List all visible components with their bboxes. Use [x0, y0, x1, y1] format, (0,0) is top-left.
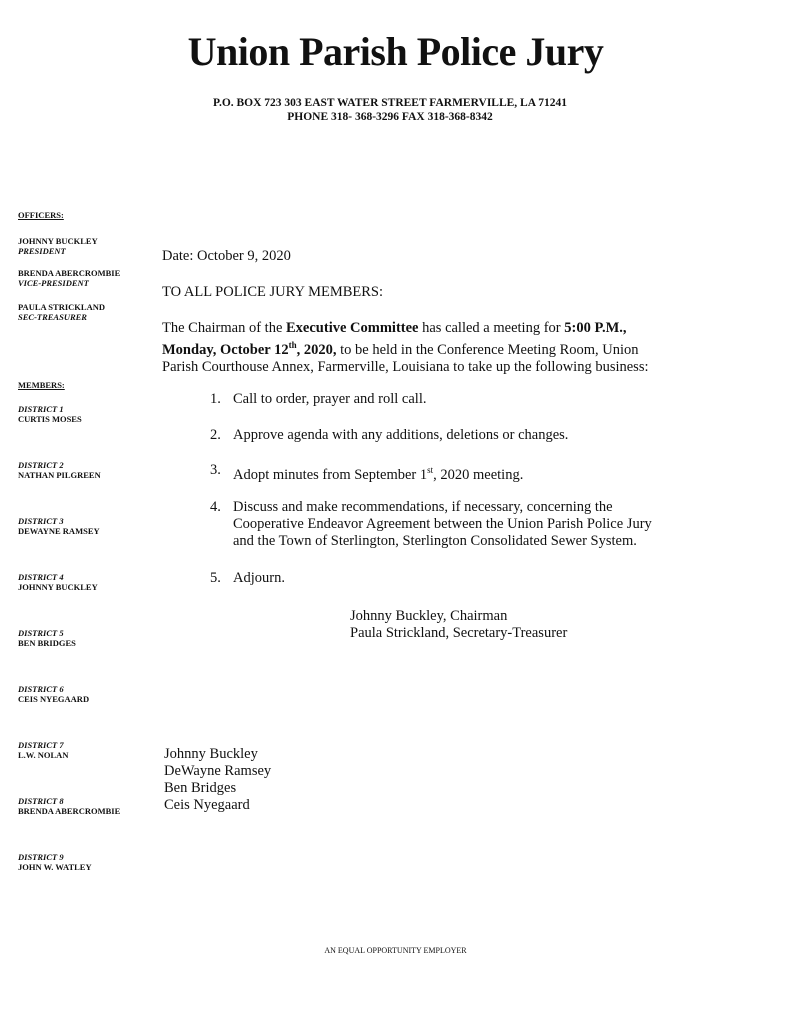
member-district-1: DISTRICT 1 CURTIS MOSES: [18, 404, 82, 424]
cc-list: Johnny Buckley DeWayne Ramsey Ben Bridges Ceis Nyegaard: [164, 746, 272, 813]
member-district-5: DISTRICT 5 BEN BRIDGES: [18, 628, 76, 648]
letterhead-title: Union Parish Police Jury: [187, 29, 604, 74]
letterhead-address: [170, 96, 610, 124]
officer-sec-treasurer: PAULA STRICKLAND SEC-TREASURER: [18, 302, 105, 322]
member-district-3: DISTRICT 3 DEWAYNE RAMSEY: [18, 516, 100, 536]
letter-salutation: TO ALL POLICE JURY MEMBERS:: [162, 284, 384, 300]
signature-block: Johnny Buckley, Chairman Paula Strickland, Secretary-Treasurer: [350, 608, 568, 641]
address-line: P.O. BOX 723 303 EAST WATER STREET FARMERVILLE, LA 71241: [212, 97, 568, 109]
phone-line: PHONE 318- 368-3296 FAX 318-368-8342: [287, 111, 493, 123]
member-district-7: DISTRICT 7 L.W. NOLAN: [18, 740, 69, 760]
footer-notice: AN EQUAL OPPORTUNITY EMPLOYER: [324, 946, 467, 955]
member-district-2: DISTRICT 2 NATHAN PILGREEN: [18, 460, 101, 480]
member-district-8: DISTRICT 8 BRENDA ABERCROMBIE: [18, 796, 121, 816]
members-heading: MEMBERS:: [18, 380, 65, 390]
member-district-6: DISTRICT 6 CEIS NYEGAARD: [18, 684, 90, 704]
letter-intro: The Chairman of the Executive Committee has called a meeting for 5:00 P.M., Monday, October 12th, 2020, to be held in the Conference Meeting Room, Union Parish Courthouse Annex, Farmerville, Louisiana to take up the following business:: [162, 320, 649, 375]
officer-president: JOHNNY BUCKLEY PRESIDENT: [18, 236, 98, 256]
officers-heading: OFFICERS:: [18, 210, 64, 220]
officer-vice-president: BRENDA ABERCROMBIE VICE-PRESIDENT: [18, 268, 121, 288]
member-district-4: DISTRICT 4 JOHNNY BUCKLEY: [18, 572, 98, 592]
member-district-9: DISTRICT 9 JOHN W. WATLEY: [18, 852, 92, 872]
letter-date: Date: October 9, 2020: [162, 248, 291, 264]
